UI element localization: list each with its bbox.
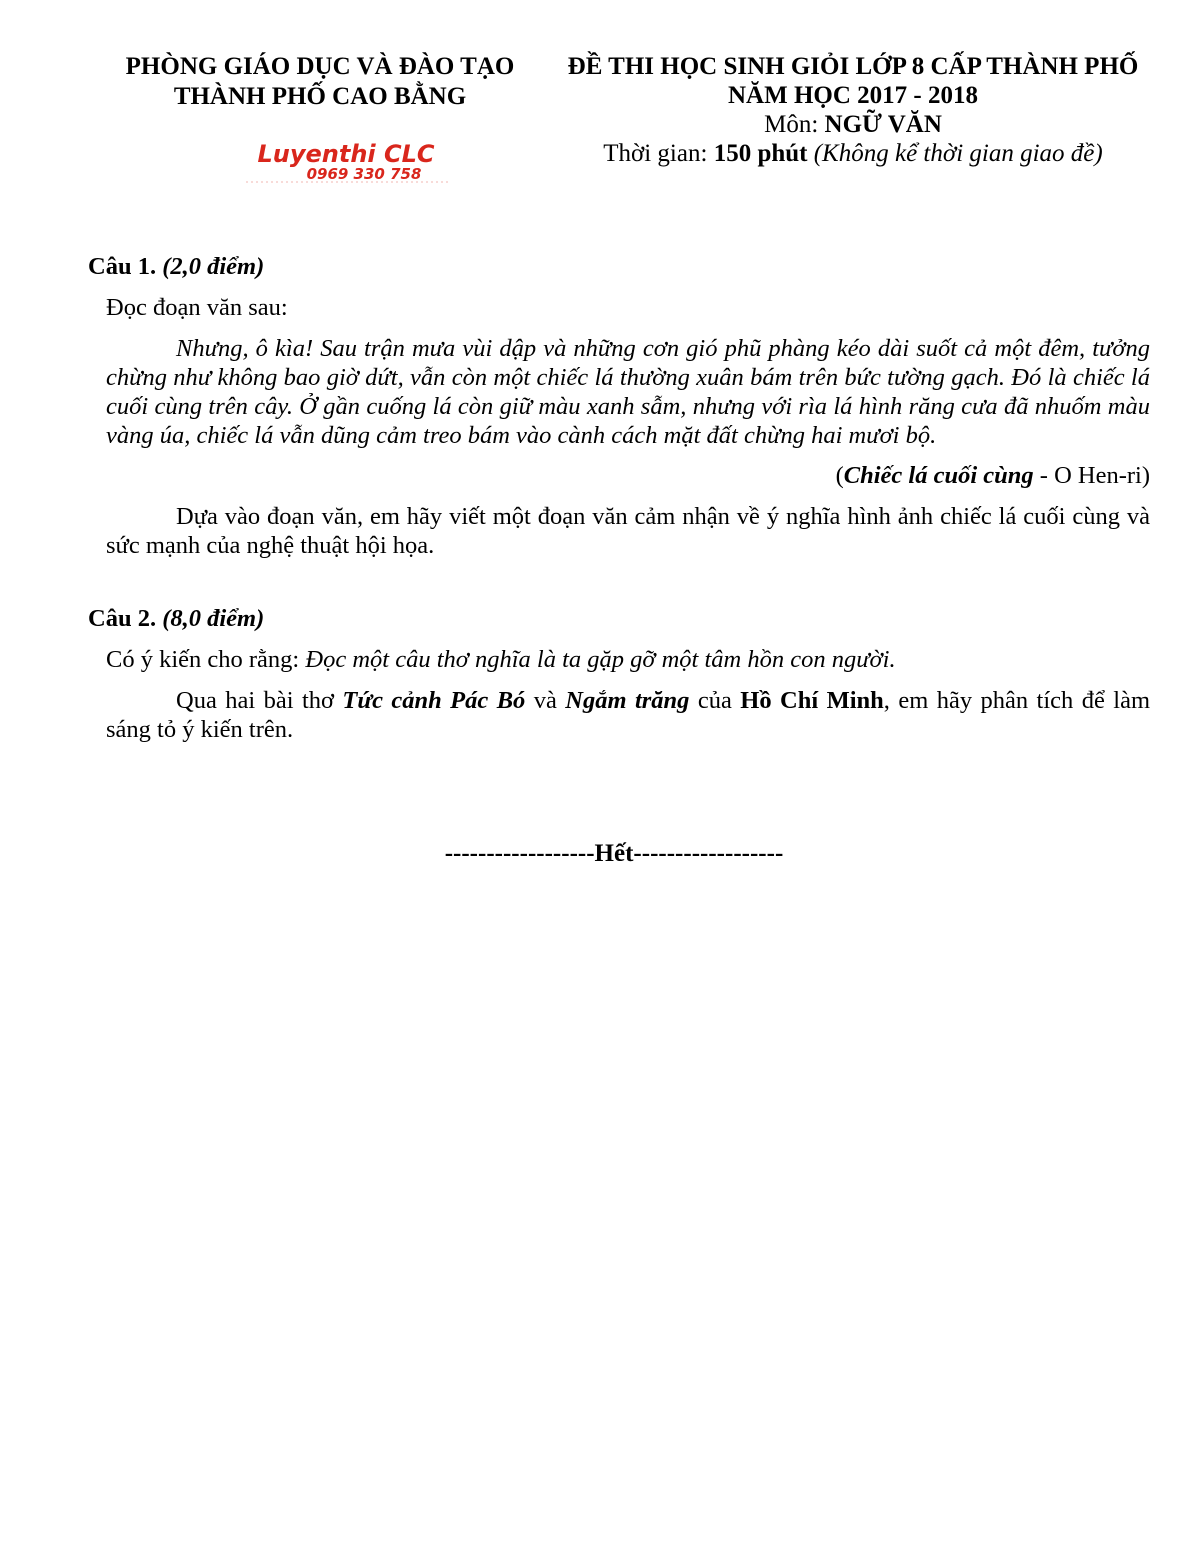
subject-value: NGỮ VĂN [824,111,942,138]
time-label: Thời gian: [603,140,714,167]
task-part-2: và [525,687,566,714]
subject-label: Môn: [764,111,825,138]
source-title: Chiếc lá cuối cùng [843,462,1034,489]
poem-1: Tức cảnh Pác Bó [342,687,526,714]
exam-time [548,139,1158,168]
question-1-intro: Đọc đoạn văn sau: [106,294,288,321]
poem-2: Ngắm trăng [565,687,690,714]
task-part-1: Qua hai bài thơ [176,687,343,714]
question-2 [88,604,1150,744]
question-1-passage: Nhưng, ô kìa! Sau trận mưa vùi dập và những cơn gió phũ phàng kéo dài suốt cả một đêm, tưởng chừng như không bao giờ dứt, vẫn còn một chiếc lá thường xuân bám trên bức tường gạch. Đó là chiếc lá cuối cùng trên cây. Ở gần cuống lá còn giữ màu xanh sẫm, nhưng với rìa lá hình răng cưa đã nhuốm màu vàng úa, chiếc lá vẫn dũng cảm treo bám vào cành cách mặt đất chừng hai mươi bộ. [106,335,1150,449]
passage-source [88,461,1150,490]
question-2-intro [88,645,1150,674]
time-value: 150 phút [713,140,808,167]
exam-title: ĐỀ THI HỌC SINH GIỎI LỚP 8 CẤP THÀNH PHỐ [567,53,1139,80]
question-2-label: Câu 2. [88,605,163,632]
exam-subject [548,110,1158,139]
logo-phone: 0969 330 758 [306,165,422,183]
logo-graphic [236,140,456,188]
question-1 [88,252,1150,560]
issuer-header [110,52,530,112]
source-author: - O Hen-ri) [1033,462,1150,489]
poem-author: Hồ Chí Minh [740,687,884,714]
question-2-task [88,686,1150,744]
exam-header [548,52,1158,168]
issuer-line-1: PHÒNG GIÁO DỤC VÀ ĐÀO TẠO [125,53,515,80]
issuer-line-2: THÀNH PHỐ CAO BẰNG [173,83,467,110]
question-1-label: Câu 1. [88,253,163,280]
intro-quote: Đọc một câu thơ nghĩa là ta gặp gỡ một tâm hồn con người. [305,646,896,673]
intro-prefix: Có ý kiến cho rằng: [106,646,306,673]
question-1-points: (2,0 điểm) [162,253,265,280]
logo-brand: Luyenthi CLC [257,140,435,168]
source-open: ( [835,462,844,489]
end-marker: ------------------Hết------------------ [444,840,784,867]
task-part-4: , em hãy phân tích để làm sáng tỏ ý kiến trên. [106,687,1151,743]
exam-year: NĂM HỌC 2017 - 2018 [728,82,978,109]
question-2-title [88,604,1150,633]
question-2-points: (8,0 điểm) [162,605,265,632]
question-1-task: Dựa vào đoạn văn, em hãy viết một đoạn văn cảm nhận về ý nghĩa hình ảnh chiếc lá cuối cùng và sức mạnh của nghệ thuật hội họa. [106,503,1150,559]
time-note: (Không kể thời gian giao đề) [813,140,1103,167]
question-1-title [88,252,1150,281]
task-part-3: của [689,687,741,714]
luyenthi-logo [236,140,456,188]
